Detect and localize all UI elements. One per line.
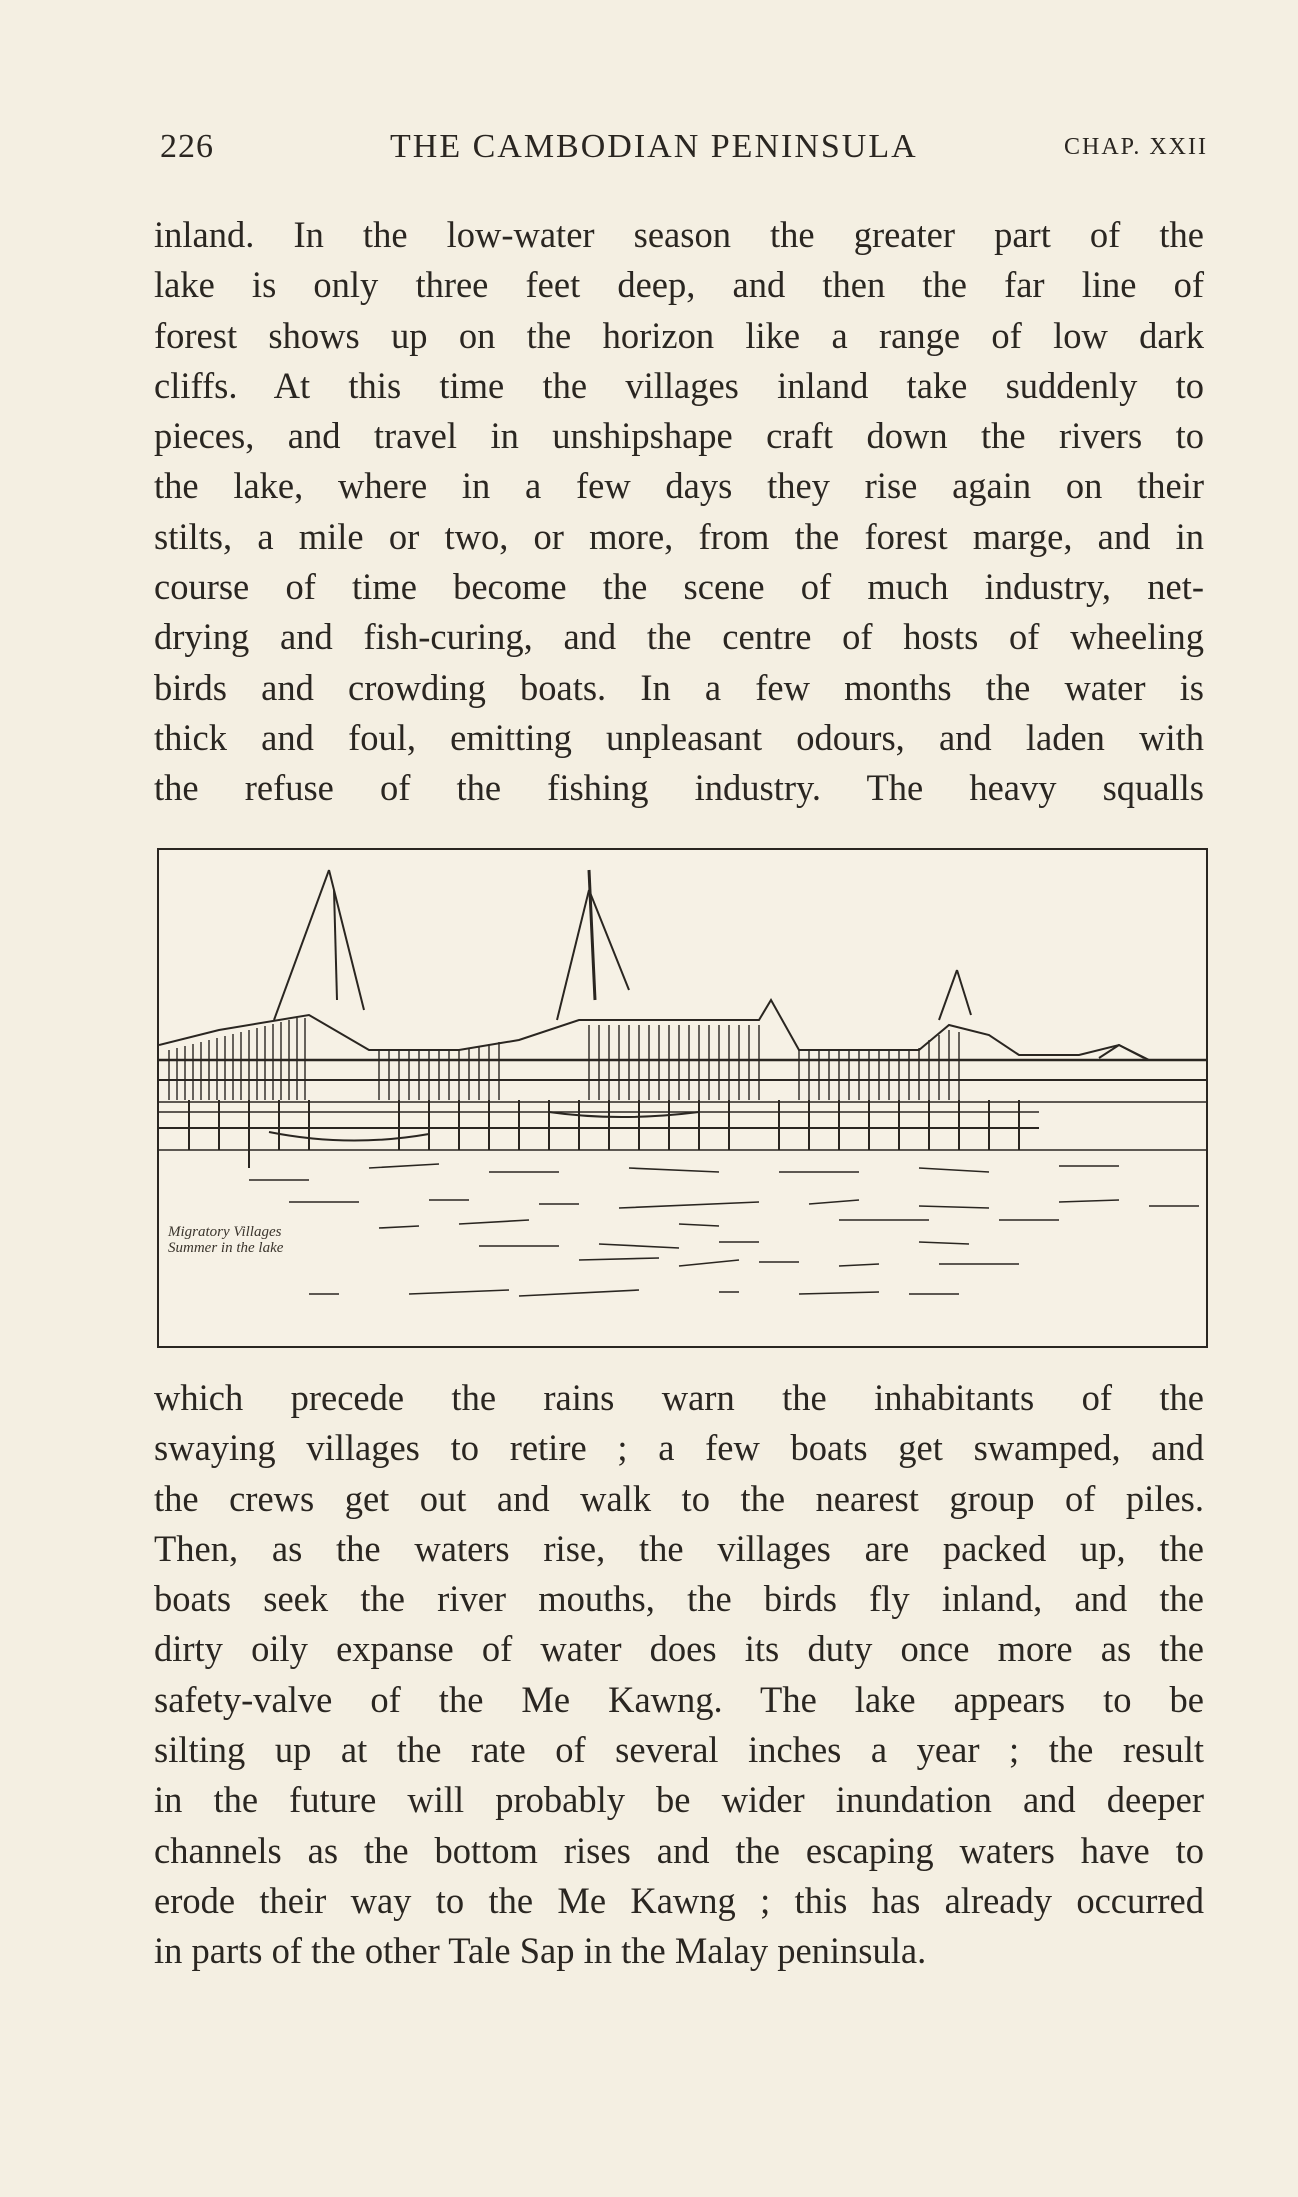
text-line: safety-valve of the Me Kawng. The lake appears to be — [154, 1678, 1204, 1720]
figure-caption — [168, 1224, 283, 1256]
text-line: birds and crowding boats. In a few months the water is — [154, 666, 1204, 708]
text-line: the refuse of the fishing industry. The heavy squalls — [154, 767, 1204, 809]
text-line: Then, as the waters rise, the villages are packed up, the — [154, 1527, 1204, 1569]
text-line: boats seek the river mouths, the birds fly inland, and the — [154, 1578, 1204, 1620]
text-line: lake is only three feet deep, and then the far line of — [154, 264, 1204, 306]
text-line: silting up at the rate of several inches a year ; the result — [154, 1729, 1204, 1771]
text-line: in parts of the other Tale Sap in the Malay peninsula. — [154, 1930, 927, 1972]
text-line: which precede the rains warn the inhabitants of the — [154, 1377, 1204, 1418]
running-header — [160, 128, 1208, 174]
village-sketch — [159, 850, 1206, 1346]
text-line: inland. In the low-water season the greater part of the — [154, 214, 1204, 255]
text-line: the lake, where in a few days they rise again on their — [154, 465, 1204, 507]
page-number: 226 — [160, 128, 214, 165]
paragraph-bottom — [154, 1373, 1204, 1977]
chapter-label: CHAP. XXII — [1063, 134, 1208, 160]
text-line: in the future will probably be wider inundation and deeper — [154, 1779, 1204, 1821]
caption-line: Migratory Villages — [168, 1224, 282, 1240]
text-line: erode their way to the Me Kawng ; this has already occurred — [154, 1879, 1204, 1921]
running-title: THE CAMBODIAN PENINSULA — [390, 128, 918, 165]
text-line: forest shows up on the horizon like a range of low dark — [154, 314, 1204, 356]
text-line: dirty oily expanse of water does its duty once more as the — [154, 1628, 1204, 1670]
text-line: thick and foul, emitting unpleasant odours, and laden with — [154, 716, 1204, 758]
sail-left-stroke — [274, 870, 329, 1020]
paragraph-top — [154, 210, 1204, 814]
text-line: the crews get out and walk to the nearest group of piles. — [154, 1477, 1204, 1519]
text-line: channels as the bottom rises and the escaping waters have to — [154, 1829, 1204, 1871]
text-line: cliffs. At this time the villages inland take suddenly to — [154, 364, 1204, 406]
illustration-stilt-village — [157, 848, 1208, 1348]
text-line: pieces, and travel in unshipshape craft down the rivers to — [154, 415, 1204, 457]
text-line: swaying villages to retire ; a few boats get swamped, and — [154, 1427, 1204, 1469]
text-line: drying and fish-curing, and the centre of hosts of wheeling — [154, 616, 1204, 658]
text-line: stilts, a mile or two, or more, from the forest marge, and in — [154, 515, 1204, 557]
caption-line: Summer in the lake — [168, 1240, 284, 1256]
text-line: course of time become the scene of much industry, net- — [154, 566, 1204, 608]
